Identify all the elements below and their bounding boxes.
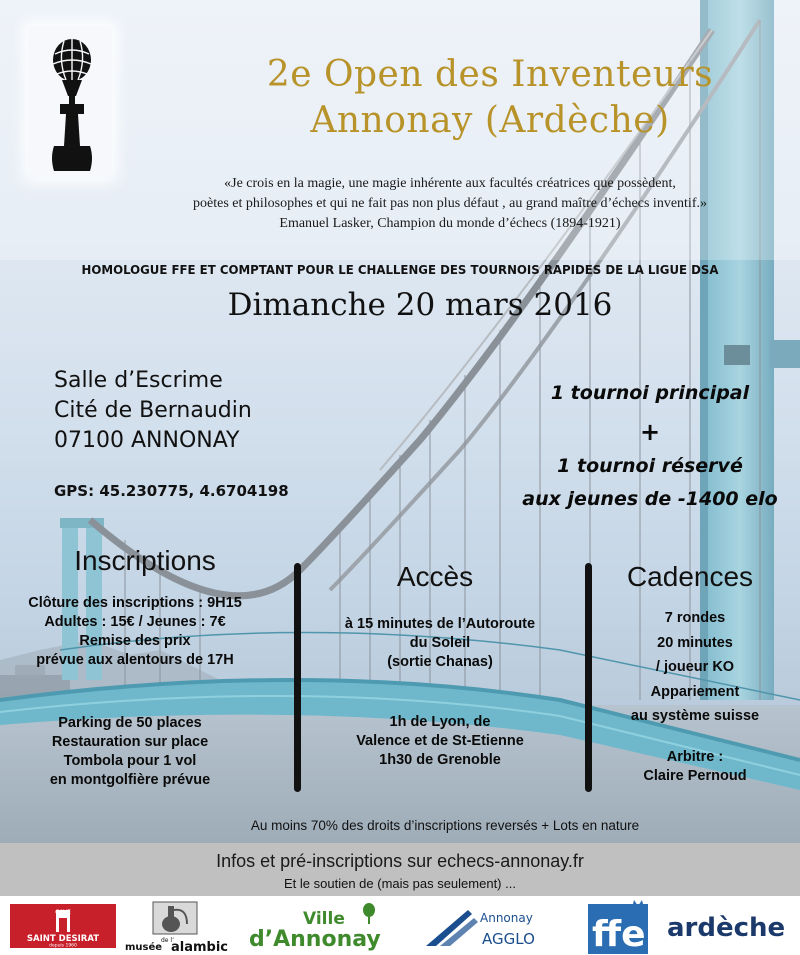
list-item: Tombola pour 1 vol <box>63 753 197 769</box>
tournament-main: 1 tournoi principal <box>550 382 750 404</box>
list-item: Clôture des inscriptions : 9H15 <box>28 595 242 611</box>
balloon-pawn-icon <box>28 26 112 178</box>
info-website-line: Infos et pré-inscriptions sur echecs-annonay.fr <box>216 851 584 871</box>
list-item: / joueur KO <box>655 659 735 675</box>
ville-annonay-logo-icon <box>241 900 409 952</box>
event-title-line1: 2e Open des Inventeurs <box>266 54 714 95</box>
list-item: 20 minutes <box>657 634 733 651</box>
alambic-word: alambic <box>171 939 229 954</box>
ffe-word: ffe <box>592 913 646 954</box>
alambic-logo-icon <box>121 898 231 954</box>
list-item: du Soleil <box>409 635 471 651</box>
musee-word: musée <box>125 941 163 953</box>
cadences-details <box>590 606 800 729</box>
list-item: à 15 minutes de l’Autoroute <box>344 616 536 632</box>
annonay-word: d’Annonay <box>249 926 381 952</box>
musee-de-word: de l’ <box>161 936 174 944</box>
list-item: Parking de 50 places <box>58 715 202 731</box>
list-item: Restauration sur place <box>51 734 209 750</box>
gps-coordinates: GPS: 45.230775, 4.6704198 <box>54 482 289 500</box>
tournament-reserved: 1 tournoi réservé <box>557 455 743 477</box>
ffe-logo-icon <box>588 898 652 954</box>
list-item: Arbitre : <box>666 749 724 765</box>
cave-logo-icon <box>10 904 116 948</box>
arbiter-details <box>590 748 800 786</box>
venue-name: Salle d’Escrime <box>54 368 223 393</box>
sponsor-ffe <box>585 896 655 955</box>
cave-name: SAINT DESIRAT <box>26 933 100 944</box>
list-item: Remise des prix <box>79 633 191 649</box>
ardeche-logo-icon <box>663 906 793 946</box>
list-item: au système suisse <box>630 708 760 724</box>
list-item: Valence et de St-Etienne <box>356 733 524 749</box>
list-item: 1h30 de Grenoble <box>379 752 501 768</box>
sponsor-logos <box>0 896 800 955</box>
sponsors-intro: Et le soutien de (mais pas seulement) ... <box>284 876 516 891</box>
tournament-reserved-condition: aux jeunes de -1400 elo <box>522 488 778 510</box>
list-item: 7 rondes <box>664 610 726 626</box>
sponsor-annonay-agglo <box>420 896 570 955</box>
acces-heading: Accès <box>396 561 474 592</box>
tournament-plus: + <box>639 418 661 446</box>
list-item: prévue aux alentours de 17H <box>36 652 234 668</box>
agglo-annonay-word: Annonay <box>480 910 533 925</box>
sponsor-ville-annonay <box>240 896 410 955</box>
event-title-line2: Annonay (Ardèche) <box>310 100 670 141</box>
sponsor-cave-saint-desirat <box>8 896 118 955</box>
list-item: en montgolfière prévue <box>49 772 211 788</box>
acces-details <box>305 615 575 672</box>
chess-balloon-logo <box>28 26 112 178</box>
inscriptions-heading: Inscriptions <box>74 545 216 576</box>
event-date: Dimanche 20 mars 2016 <box>227 287 613 323</box>
sponsor-musee-alambic <box>120 896 232 955</box>
quote-author: Emanuel Lasker, Champion du monde d’échecs (1894-1921) <box>279 216 621 231</box>
venue-city: 07100 ANNONAY <box>54 428 240 453</box>
list-item: Appariement <box>650 683 740 700</box>
prize-note: Au moins 70% des droits d’inscriptions reversés + Lots en nature <box>250 818 640 833</box>
inscriptions-details <box>0 594 270 670</box>
sponsor-ardeche <box>660 896 795 955</box>
list-item: Adultes : 15€ / Jeunes : 7€ <box>44 614 226 630</box>
quote-line1: «Je crois en la magie, une magie inhérente aux facultés créatrices que possèdent, <box>224 176 676 191</box>
ardeche-word: ardèche <box>666 912 785 943</box>
cave-top-label: CAVE <box>55 908 71 916</box>
list-item: 1h de Lyon, de <box>389 714 491 730</box>
agglo-word: AGGLO <box>482 929 535 948</box>
list-item: Claire Pernoud <box>643 768 747 784</box>
venue-street: Cité de Bernaudin <box>54 398 252 423</box>
list-item: (sortie Chanas) <box>387 654 493 670</box>
homologation-banner: HOMOLOGUE FFE ET COMPTANT POUR LE CHALLENGE DES TOURNOIS RAPIDES DE LA LIGUE DSA <box>81 263 719 277</box>
cadences-heading: Cadences <box>626 561 754 592</box>
quote-line2: poètes et philosophes et qui ne fait pas non plus défaut , au grand maître d’échecs inventif.» <box>193 196 707 211</box>
acces-distances <box>305 713 575 770</box>
ville-word: Ville <box>303 908 345 929</box>
cave-since: depuis 1960 <box>49 943 77 948</box>
inscriptions-extras <box>0 714 260 790</box>
agglo-logo-icon <box>422 900 568 952</box>
column-divider-left <box>294 563 301 792</box>
